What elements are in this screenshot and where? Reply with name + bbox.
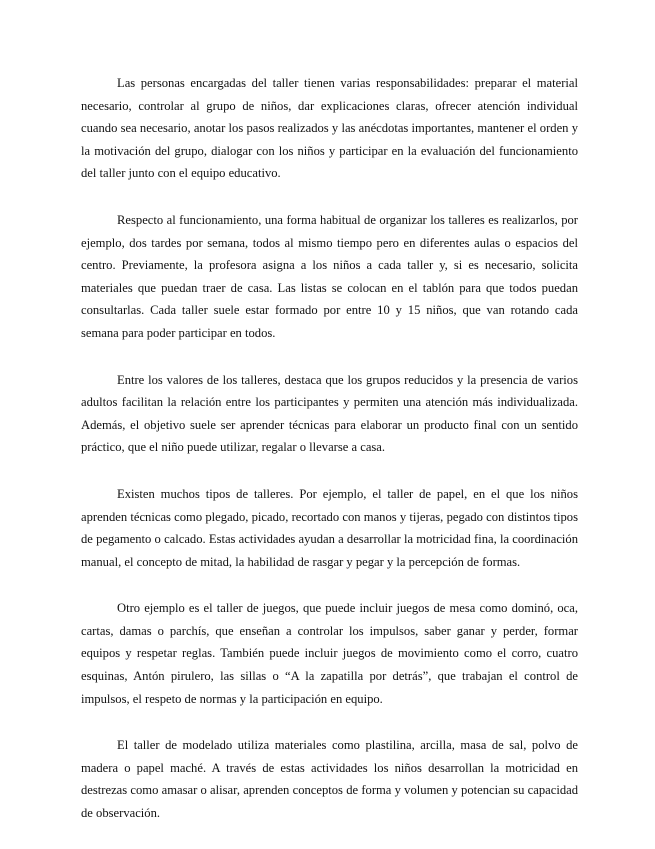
body-text — [81, 72, 578, 849]
paragraph-modeling-workshop: El taller de modelado utiliza materiales como plastilina, arcilla, masa de sal, polvo de madera o papel maché. A través de estas actividades los niños desarrollan la motricidad en destrezas como amasar o alisar, aprenden conceptos de forma y volumen y potencian su capacidad de observación. — [81, 738, 578, 821]
paragraph-games-workshop: Otro ejemplo es el taller de juegos, que puede incluir juegos de mesa como dominó, oca, cartas, damas o parchís, que enseñan a controlar los impulsos, saber ganar y perder, formar equipos y respetar reglas. También puede incluir juegos de movimiento como el corro, cuatro esquinas, Antón pirulero, las sillas o “A la zapatilla por detrás”, que trabajan el control de impulsos, el respeto de normas y la participación en equipo. — [81, 601, 578, 706]
paragraph-paper-workshop: Existen muchos tipos de talleres. Por ejemplo, el taller de papel, en el que los niños aprenden técnicas como plegado, picado, recortado con manos y tijeras, pegado con distintos tipos de pegamento o calcado. Estas actividades ayudan a desarrollar la motricidad fina, la coordinación manual, el concepto de mitad, la habilidad de rasgar y pegar y la percepción de formas. — [81, 486, 578, 569]
paragraph-functioning: Respecto al funcionamiento, una forma habitual de organizar los talleres es realizarlos, por ejemplo, dos tardes por semana, todos al mismo tiempo pero en diferentes aulas o espacios del centro. Previamente, la profesora asigna a los niños a cada taller y, si es necesario, solicita materiales que puedan traer de casa. Las listas se colocan en el tablón para que todos puedan consultarlas. Cada taller suele estar formado por entre 10 y 15 niños, que van rotando cada semana para poder participar en todos. — [81, 212, 578, 340]
paragraph-responsibilities: Las personas encargadas del taller tienen varias responsabilidades: preparar el material necesario, controlar al grupo de niños, dar explicaciones claras, ofrecer atención individual cuando sea necesario, anotar los pasos realizados y las anécdotas importantes, mantener el orden y la motivación del grupo, dialogar con los niños y participar en la evaluación del funcionamiento del taller junto con el equipo educativo. — [81, 76, 578, 181]
paragraph-values: Entre los valores de los talleres, destaca que los grupos reducidos y la presencia de varios adultos facilitan la relación entre los participantes y permiten una atención más individualizada. Además, el objetivo suele ser aprender técnicas para elaborar un producto final con un sentido práctico, que el niño puede utilizar, regalar o llevarse a casa. — [81, 372, 578, 455]
